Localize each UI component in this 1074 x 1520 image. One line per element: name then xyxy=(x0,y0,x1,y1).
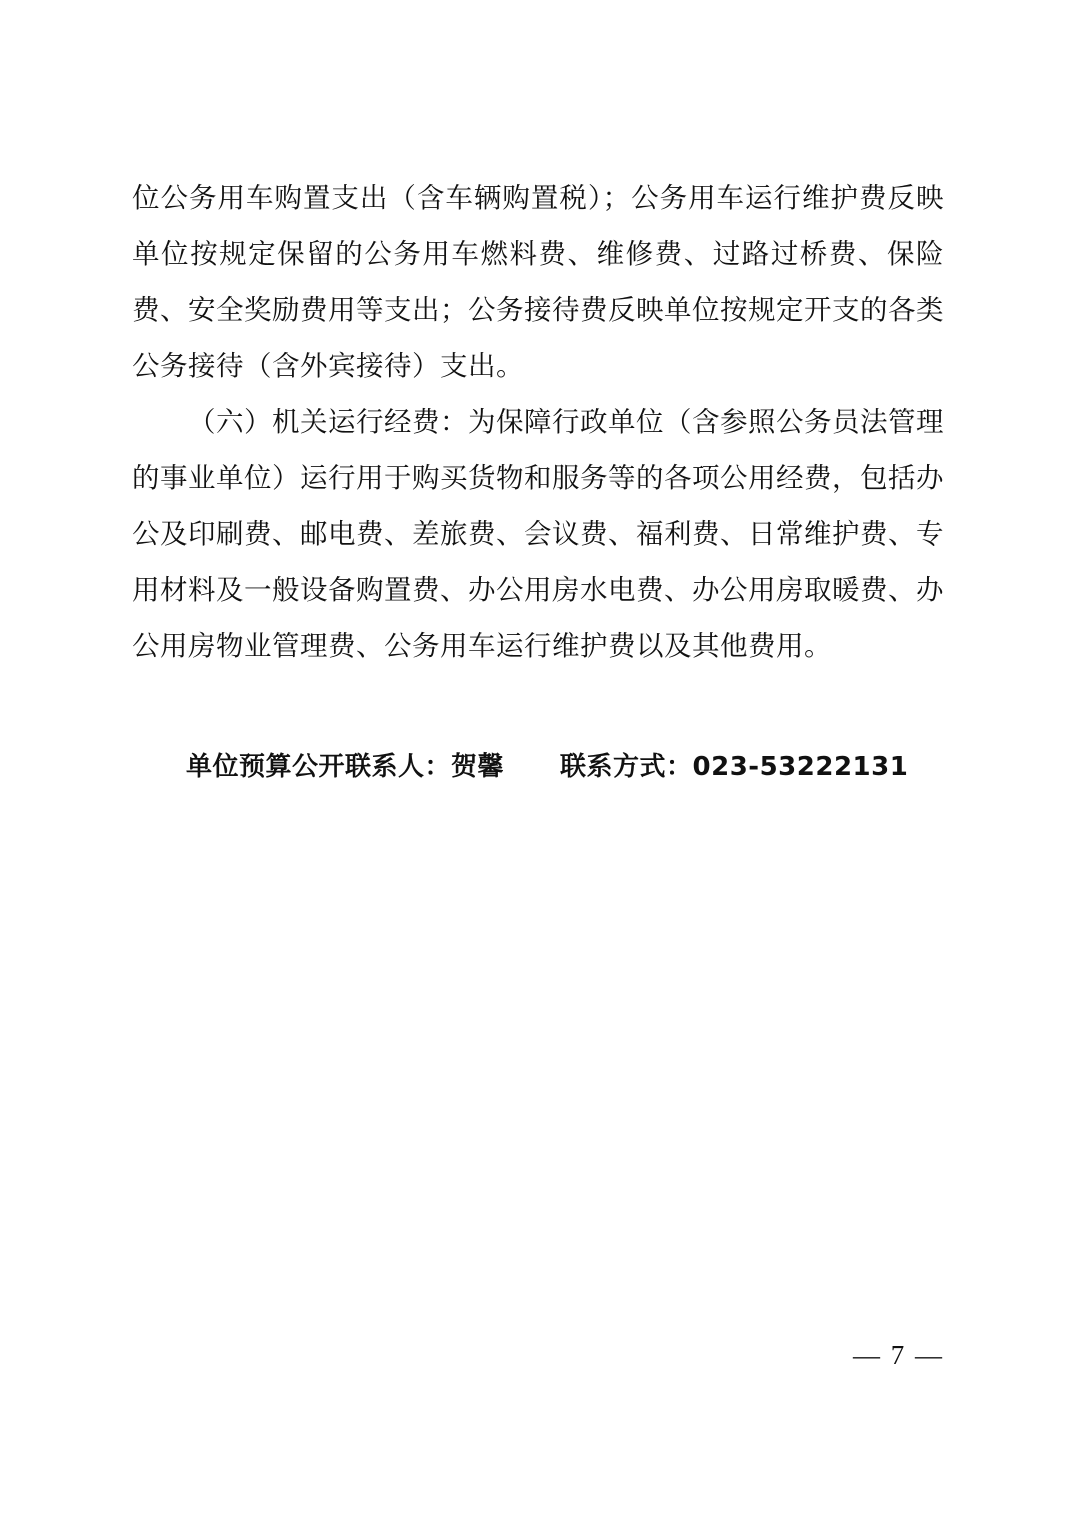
contact-phone: 联系方式：023-53222131 xyxy=(560,752,909,782)
document-body xyxy=(132,170,944,674)
contact-info-line xyxy=(186,745,946,789)
paragraph-vehicle-expenses: 位公务用车购置支出（含车辆购置税）；公务用车运行维护费反映单位按规定保留的公务用车燃料费、维修费、过路过桥费、保险费、安全奖励费用等支出；公务接待费反映单位按规定开支的各类公务接待（含外宾接待）支出。 xyxy=(132,182,944,381)
paragraph-agency-operating-funds: （六）机关运行经费：为保障行政单位（含参照公务员法管理的事业单位）运行用于购买货物和服务等的各项公用经费，包括办公及印刷费、邮电费、差旅费、会议费、福利费、日常维护费、专用材料及一般设备购置费、办公用房水电费、办公用房取暖费、办公用房物业管理费、公务用车运行维护费以及其他费用。 xyxy=(132,406,944,661)
contact-person: 单位预算公开联系人：贺馨 xyxy=(186,752,505,782)
page-number: — 7 — xyxy=(853,1340,944,1370)
